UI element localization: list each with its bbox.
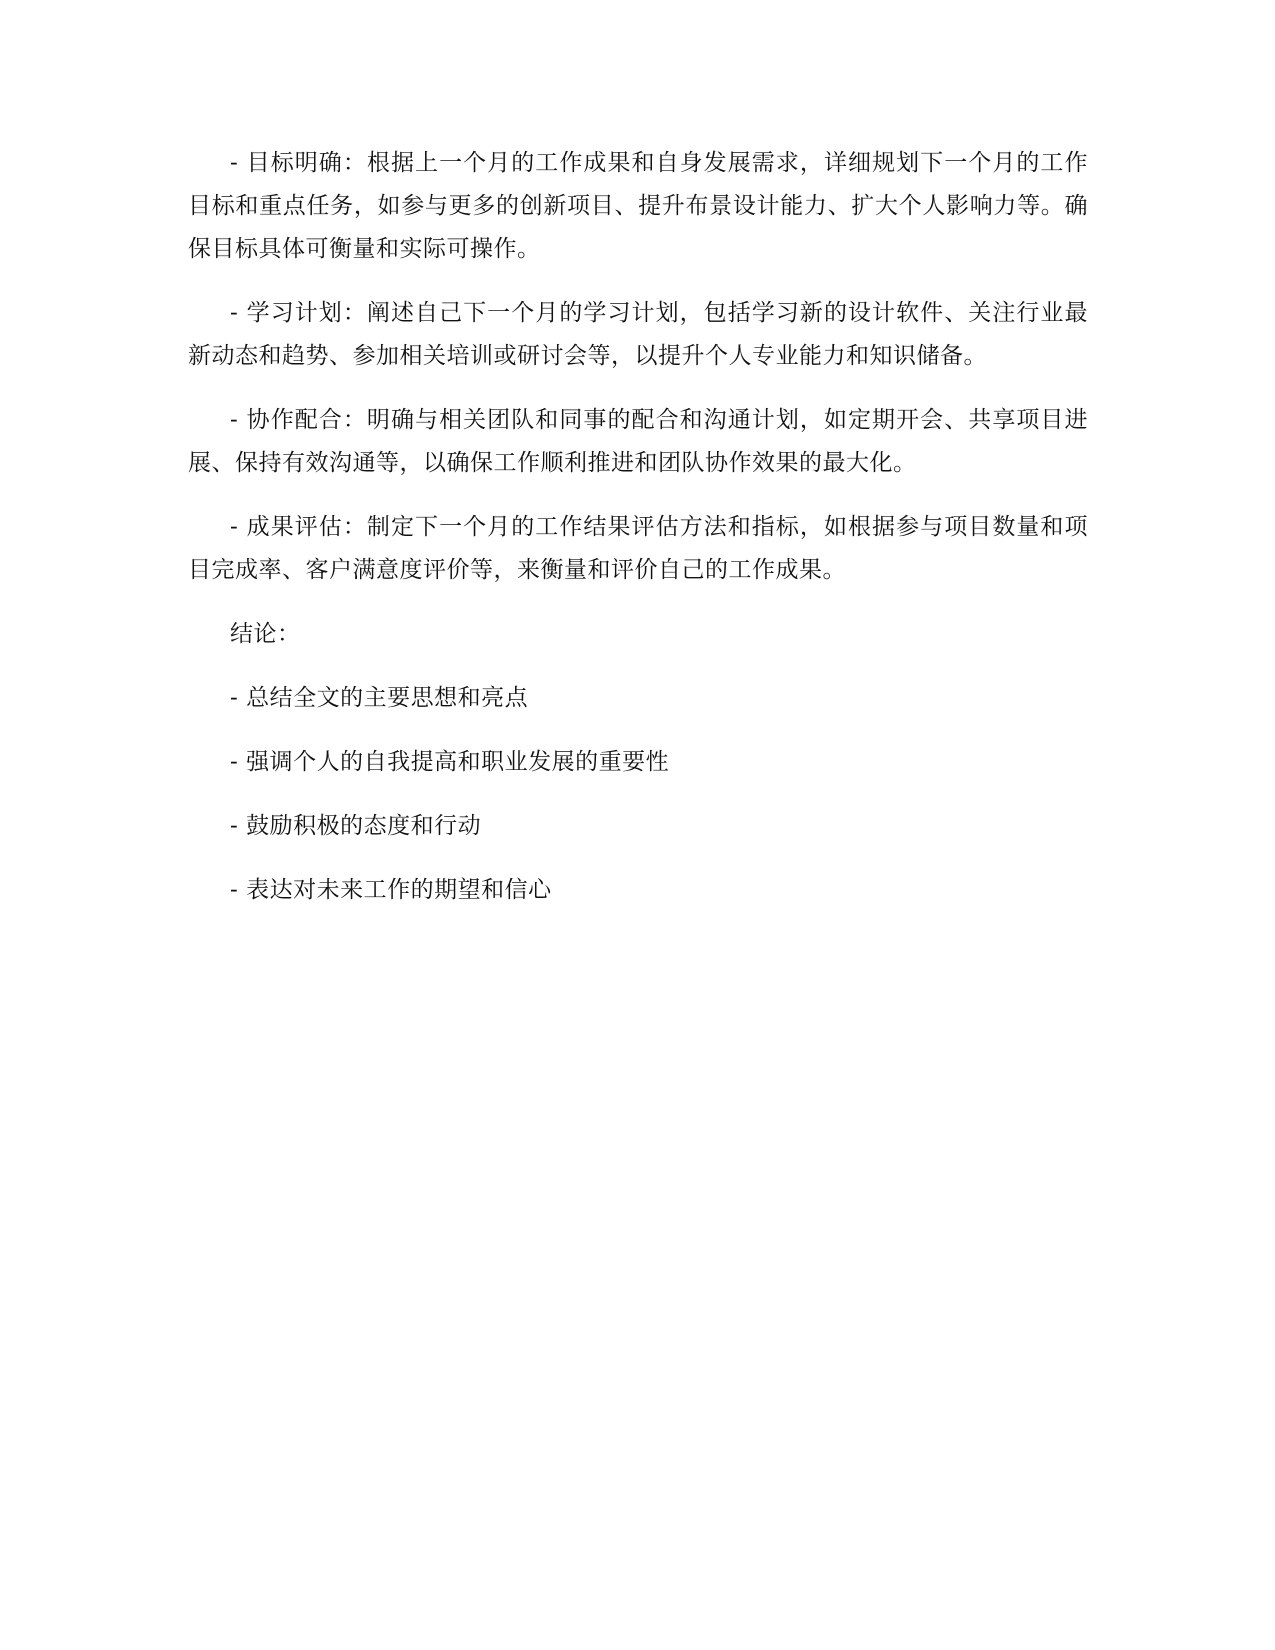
conclusion-item: - 鼓励积极的态度和行动 <box>230 813 482 839</box>
conclusion-item: - 表达对未来工作的期望和信心 <box>230 877 552 903</box>
paragraph-evaluation: - 成果评估：制定下一个月的工作结果评估方法和指标，如根据参与项目数量和项目完成率、客户满意度评价等，来衡量和评价自己的工作成果。 <box>188 514 1088 583</box>
conclusion-item: - 强调个人的自我提高和职业发展的重要性 <box>230 749 670 775</box>
paragraph-goals: - 目标明确：根据上一个月的工作成果和自身发展需求，详细规划下一个月的工作目标和重点任务，如参与更多的创新项目、提升布景设计能力、扩大个人影响力等。确保目标具体可衡量和实际可操作。 <box>188 150 1088 262</box>
document-body <box>188 142 1088 933</box>
conclusion-item: - 总结全文的主要思想和亮点 <box>230 685 529 711</box>
paragraph-study-plan: - 学习计划：阐述自己下一个月的学习计划，包括学习新的设计软件、关注行业最新动态和趋势、参加相关培训或研讨会等，以提升个人专业能力和知识储备。 <box>188 300 1088 369</box>
paragraph-collaboration: - 协作配合：明确与相关团队和同事的配合和沟通计划，如定期开会、共享项目进展、保持有效沟通等，以确保工作顺利推进和团队协作效果的最大化。 <box>188 407 1088 476</box>
conclusion-heading: 结论： <box>230 621 301 647</box>
